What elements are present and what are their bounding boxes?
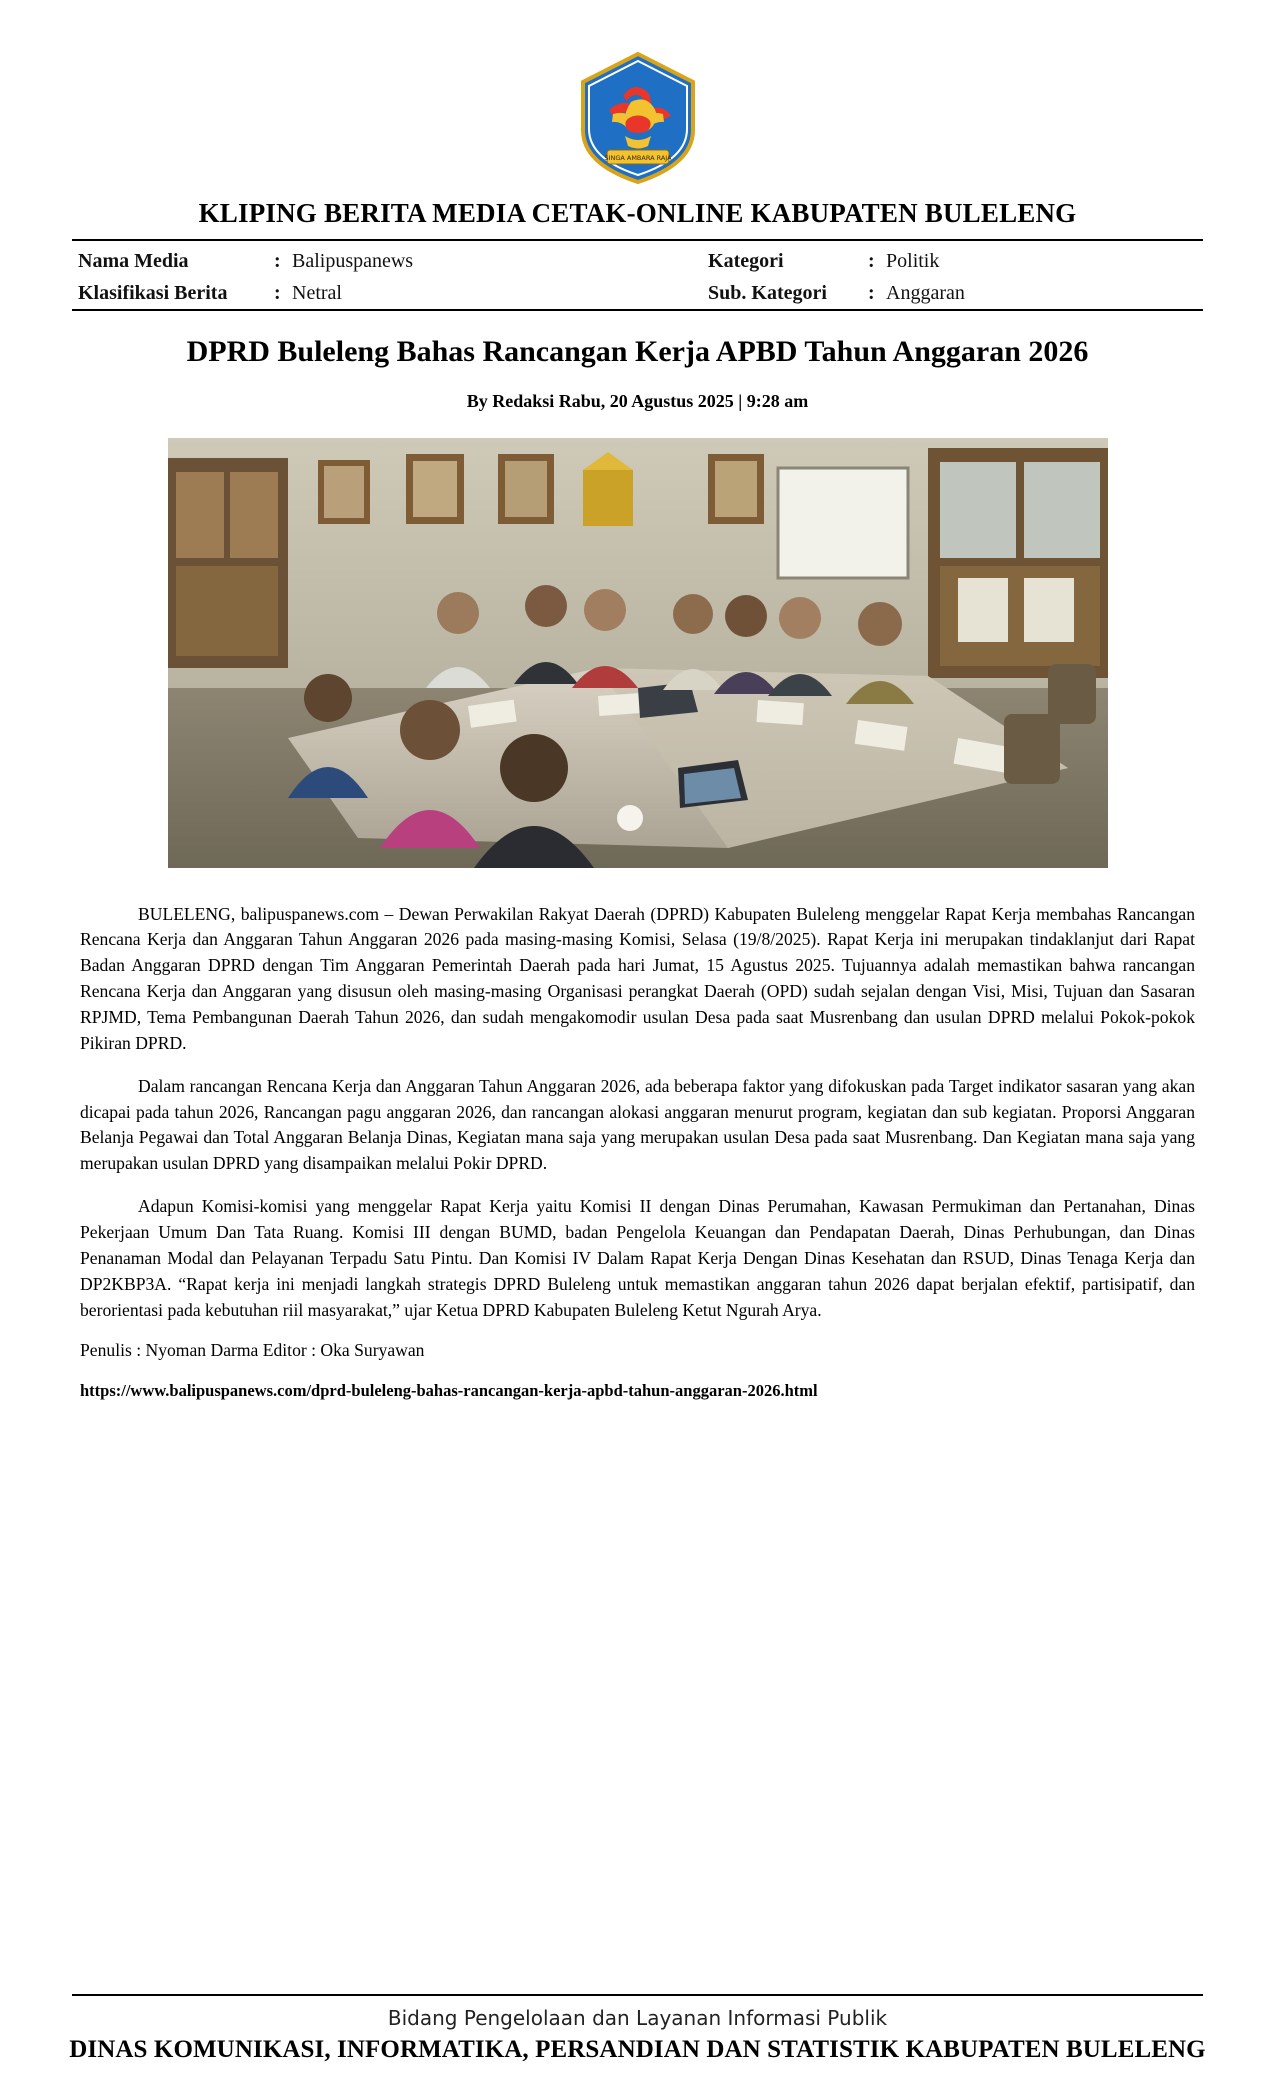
article-credit: Penulis : Nyoman Darma Editor : Oka Suryawan — [80, 1340, 425, 1361]
meta-value-klasifikasi-berita: Netral — [292, 282, 342, 304]
article-headline: DPRD Buleleng Bahas Rancangan Kerja APBD Tahun Anggaran 2026 — [186, 335, 1089, 368]
meta-colon: : — [868, 250, 875, 272]
meta-colon: : — [274, 250, 281, 272]
article-paragraph: Dalam rancangan Rencana Kerja dan Anggaran Tahun Anggaran 2026, ada beberapa faktor yang difokuskan pada Target indikator sasaran yang akan dicapai pada tahun 2026, Rancangan pagu anggaran 2026, dan rancangan alokasi anggaran menurut program, kegiatan dan sub kegiatan. Proporsi Anggaran Belanja Pegawai dan Total Anggaran Belanja Dinas, Kegiatan mana saja yang merupakan usulan Desa pada saat Musrenbang. Dan Kegiatan mana saja yang merupakan usulan DPRD yang disampaikan melalui Pokir DPRD. — [80, 1075, 1195, 1174]
footer-subtitle: Bidang Pengelolaan dan Layanan Informasi Publik — [387, 2006, 888, 2030]
meta-row-klasifikasi-berita — [78, 282, 708, 305]
meta-value-nama-media: Balipuspanews — [292, 250, 414, 272]
article-paragraph: Adapun Komisi-komisi yang menggelar Rapat Kerja yaitu Komisi II dengan Dinas Perumahan, Kawasan Permukiman dan Pertanahan, Dinas Pekerjaan Umum Dan Tata Ruang. Komisi III dengan BUMD, badan Pengelola Keuangan dan Pendapatan Daerah, Dinas Perhubungan, dan Dinas Penanaman Modal dan Pelayanan Terpadu Satu Pintu. Dan Komisi IV Dalam Rapat Kerja Dengan Dinas Kesehatan dan RSUD, Dinas Tenaga Kerja dan DP2KBP3A. “Rapat kerja ini menjadi langkah strategis DPRD Buleleng untuk memastikan anggaran tahun 2026 dapat berjalan efektif, partisipatif, dan berorientasi pada kebutuhan riil masyarakat,” ujar Ketua DPRD Kabupaten Buleleng Ketut Ngurah Arya. — [80, 1196, 1195, 1320]
article-byline: By Redaksi Rabu, 20 Agustus 2025 | 9:28 am — [466, 390, 809, 411]
meta-colon: : — [274, 282, 281, 304]
meta-row-nama-media — [78, 250, 708, 273]
logo-container — [72, 0, 1203, 184]
article-photo-container — [72, 438, 1203, 868]
page-title: KLIPING BERITA MEDIA CETAK-ONLINE KABUPATEN BULELENG — [198, 198, 1077, 228]
meta-label-nama-media: Nama Media — [78, 250, 189, 272]
buleleng-coat-of-arms-icon — [579, 52, 697, 184]
svg-text:SINGA AMBARA RAJA: SINGA AMBARA RAJA — [603, 154, 672, 162]
meta-label-sub-kategori: Sub. Kategori — [708, 282, 827, 304]
meeting-room-photo — [168, 438, 1108, 868]
meta-row-kategori — [708, 250, 1203, 273]
meta-value-sub-kategori: Anggaran — [886, 282, 965, 304]
meta-column-right — [708, 250, 1203, 305]
meta-table — [72, 241, 1203, 309]
page-footer — [0, 1994, 1275, 2064]
meta-row-sub-kategori — [708, 282, 1203, 305]
footer-organization: DINAS KOMUNIKASI, INFORMATIKA, PERSANDIAN DAN STATISTIK KABUPATEN BULELENG — [69, 2036, 1206, 2063]
meta-column-left — [72, 250, 708, 305]
footer-divider — [72, 1994, 1203, 1996]
divider-bottom — [72, 309, 1203, 311]
meta-colon: : — [868, 282, 875, 304]
meta-label-kategori: Kategori — [708, 250, 784, 272]
meta-label-klasifikasi-berita: Klasifikasi Berita — [78, 282, 228, 304]
article-paragraph: BULELENG, balipuspanews.com – Dewan Perwakilan Rakyat Daerah (DPRD) Kabupaten Buleleng menggelar Rapat Kerja membahas Rancangan Rencana Kerja dan Anggaran Tahun Anggaran 2026 pada masing-masing Komisi, Selasa (19/8/2025). Rapat Kerja ini merupakan tindaklanjut dari Rapat Badan Anggaran DPRD dengan Tim Anggaran Pemerintah Daerah pada hari Jumat, 15 Agustus 2025. Tujuannya adalah memastikan bahwa rancangan Rencana Kerja dan Anggaran yang disusun oleh masing-masing Organisasi perangkat Daerah (OPD) sudah sejalan dengan Visi, Misi, Tujuan dan Sasaran RPJMD, Tema Pembangunan Daerah Tahun 2026, dan sudah mengakomodir usulan Desa pada saat Musrenbang dan usulan DPRD melalui Pokok-pokok Pikiran DPRD. — [80, 903, 1195, 1053]
meta-value-kategori: Politik — [886, 250, 940, 272]
article-source-url[interactable]: https://www.balipuspanews.com/dprd-buleleng-bahas-rancangan-kerja-apbd-tahun-anggaran-2026.html — [80, 1381, 818, 1401]
article-body — [72, 902, 1203, 1402]
